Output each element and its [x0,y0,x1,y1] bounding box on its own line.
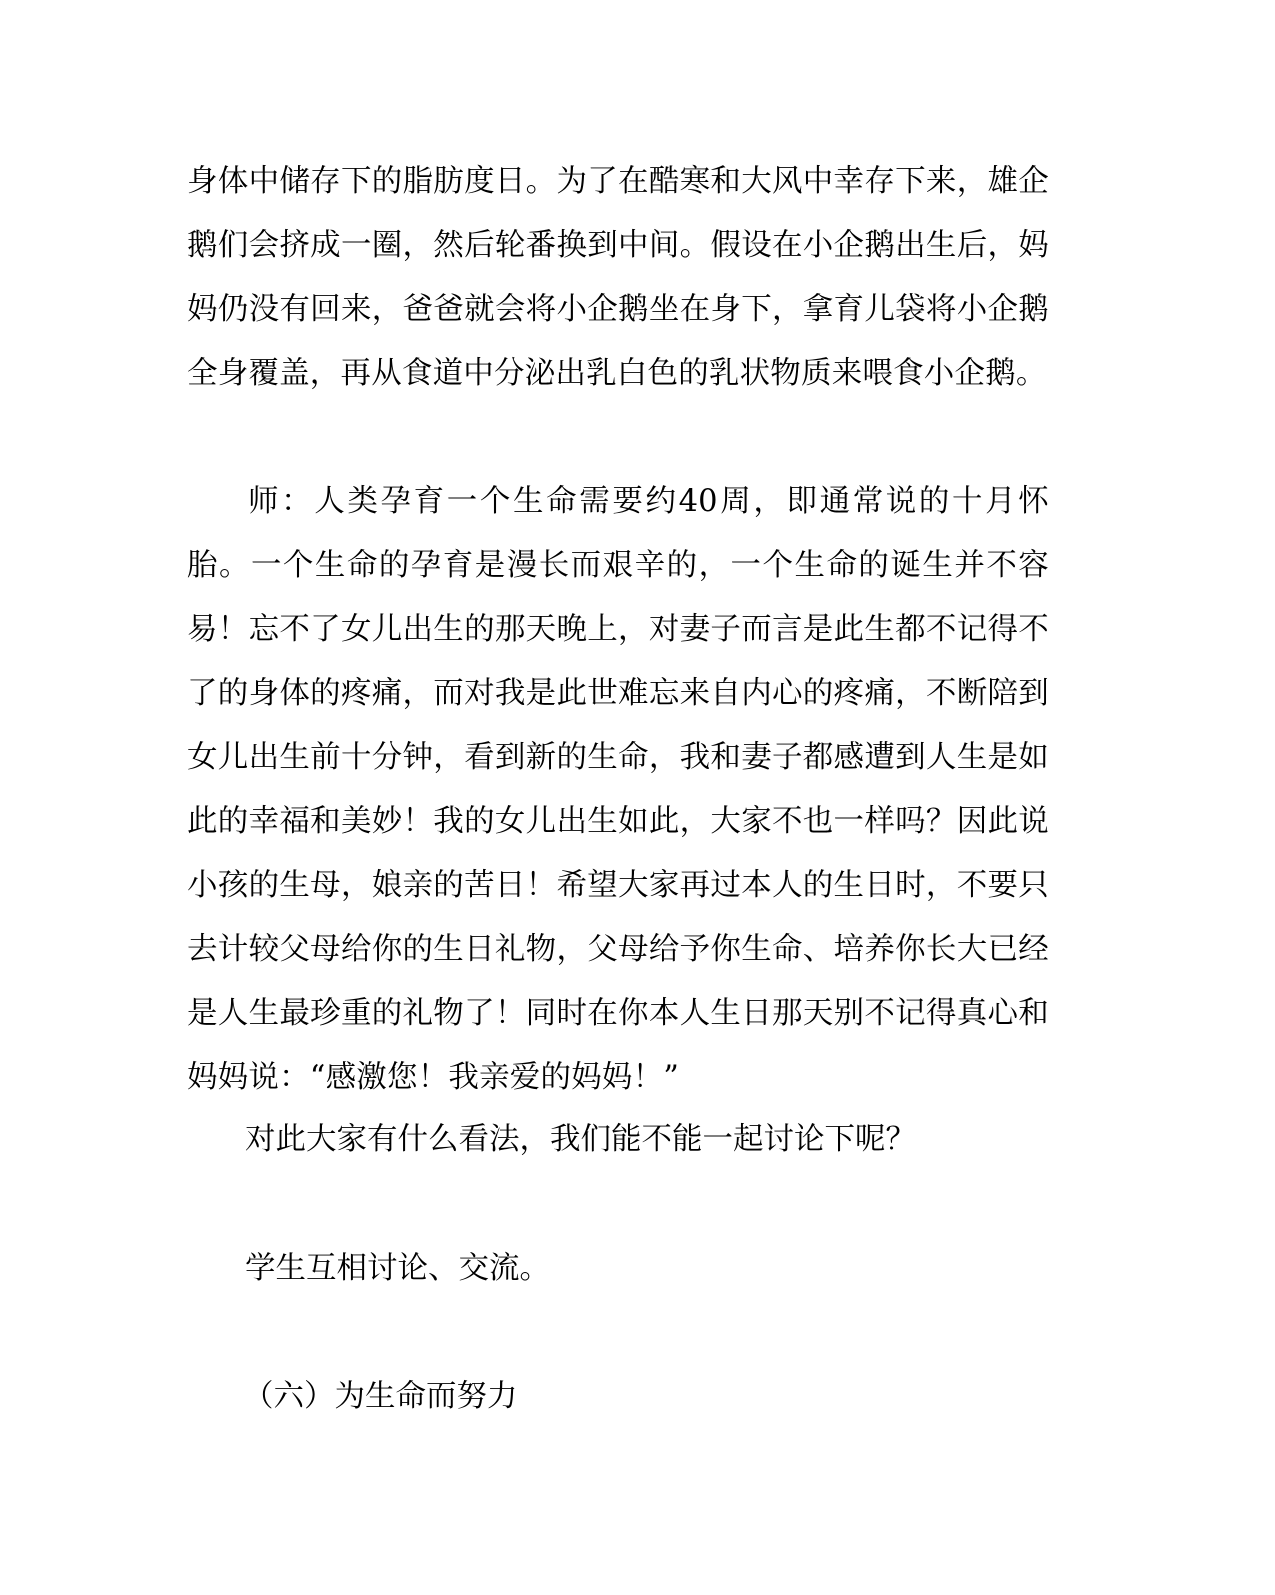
paragraph-student-activity: 学生互相讨论、交流。 [245,1251,550,1286]
paragraph-teacher-remarks: 师：人类孕育一个生命需要约40周，即通常说的十月怀胎。一个生命的孕育是漫长而艰辛的，一个生命的诞生并不容易！忘不了女儿出生的那天晚上，对妻子而言是此生都不记得不了的身体的疼痛，而对我是此世难忘来自内心的疼痛，不断陪到女儿出生前十分钟，看到新的生命，我和妻子都感遭到人生是如此的幸福和美妙！我的女儿出生如此，大家不也一样吗？因此说小孩的生母，娘亲的苦日！希望大家再过本人的生日时，不要只去计较父母给你的生日礼物，父母给予你生命、培养你长大已经是人生最珍重的礼物了！同时在你本人生日那天别不记得真心和妈妈说：“感激您！我亲爱的妈妈！” [187,484,1049,1095]
paragraph-penguin-care: 身体中储存下的脂肪度日。为了在酷寒和大风中幸存下来，雄企鹅们会挤成一圈，然后轮番换到中间。假设在小企鹅出生后，妈妈仍没有回来，爸爸就会将小企鹅坐在身下，拿育儿袋将小企鹅全身覆盖，再从食道中分泌出乳白色的乳状物质来喂食小企鹅。 [187,164,1049,391]
paragraph-discussion-prompt: 对此大家有什么看法，我们能不能一起讨论下呢？ [245,1122,916,1157]
section-heading: （六）为生命而努力 [243,1379,518,1414]
